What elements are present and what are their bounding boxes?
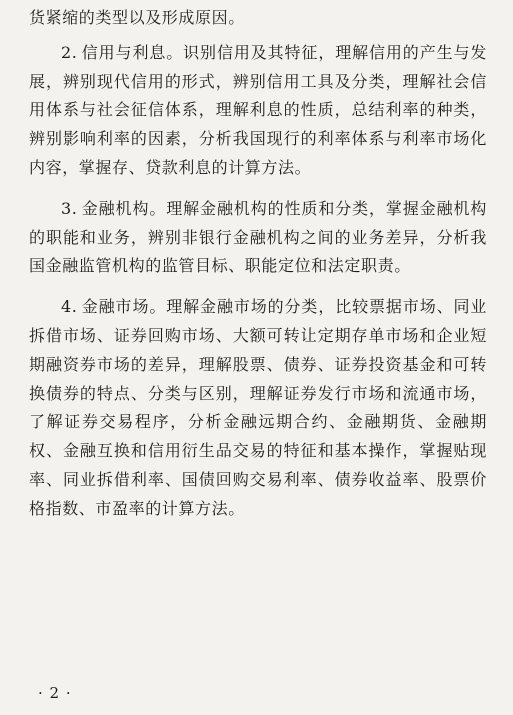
paragraph-continuation [29, 4, 487, 33]
paragraph-heading: 金融机构。 [81, 198, 167, 218]
paragraph-text: 理解金融机构的性质和分类，掌握金融机构的职能和业务，辨别非银行金融机构之间的业务差异，分析我国金融监管机构的监管目标、职能定位和法定职责。 [29, 198, 487, 276]
paragraph-financial-institutions [29, 195, 487, 281]
paragraph-number: 3. [61, 198, 78, 218]
paragraph-financial-markets [29, 293, 487, 523]
paragraph-heading: 信用与利息。 [81, 42, 184, 62]
paragraph-text: 货紧缩的类型以及形成原因。 [29, 8, 245, 27]
paragraph-text: 识别信用及其特征，理解信用的产生与发展，辨别现代信用的形式，辨别信用工具及分类，理解社会信用体系与社会征信体系，理解利息的性质，总结利率的种类，辨别影响利率的因素，分析我国现行的利率体系与利率市场化内容，掌握存、贷款利息的计算方法。 [29, 42, 487, 177]
paragraph-credit-interest [29, 39, 487, 183]
paragraph-heading: 金融市场。 [81, 297, 167, 317]
paragraph-text: 理解金融市场的分类，比较票据市场、同业拆借市场、证券回购市场、大额可转让定期存单市场和企业短期融资券市场的差异，理解股票、债券、证券投资基金和可转换债券的特点、分类与区别，理解证券发行市场和流通市场，了解证券交易程序，分析金融远期合约、金融期货、金融期权、金融互换和信用衍生品交易的特征和基本操作，掌握贴现率、同业拆借利率、国债回购交易利率、债券收益率、股票价格指数、市盈率的计算方法。 [29, 297, 487, 518]
paragraph-number: 2. [61, 42, 78, 62]
paragraph-number: 4. [61, 297, 78, 317]
page-number: · 2 · [38, 684, 72, 702]
